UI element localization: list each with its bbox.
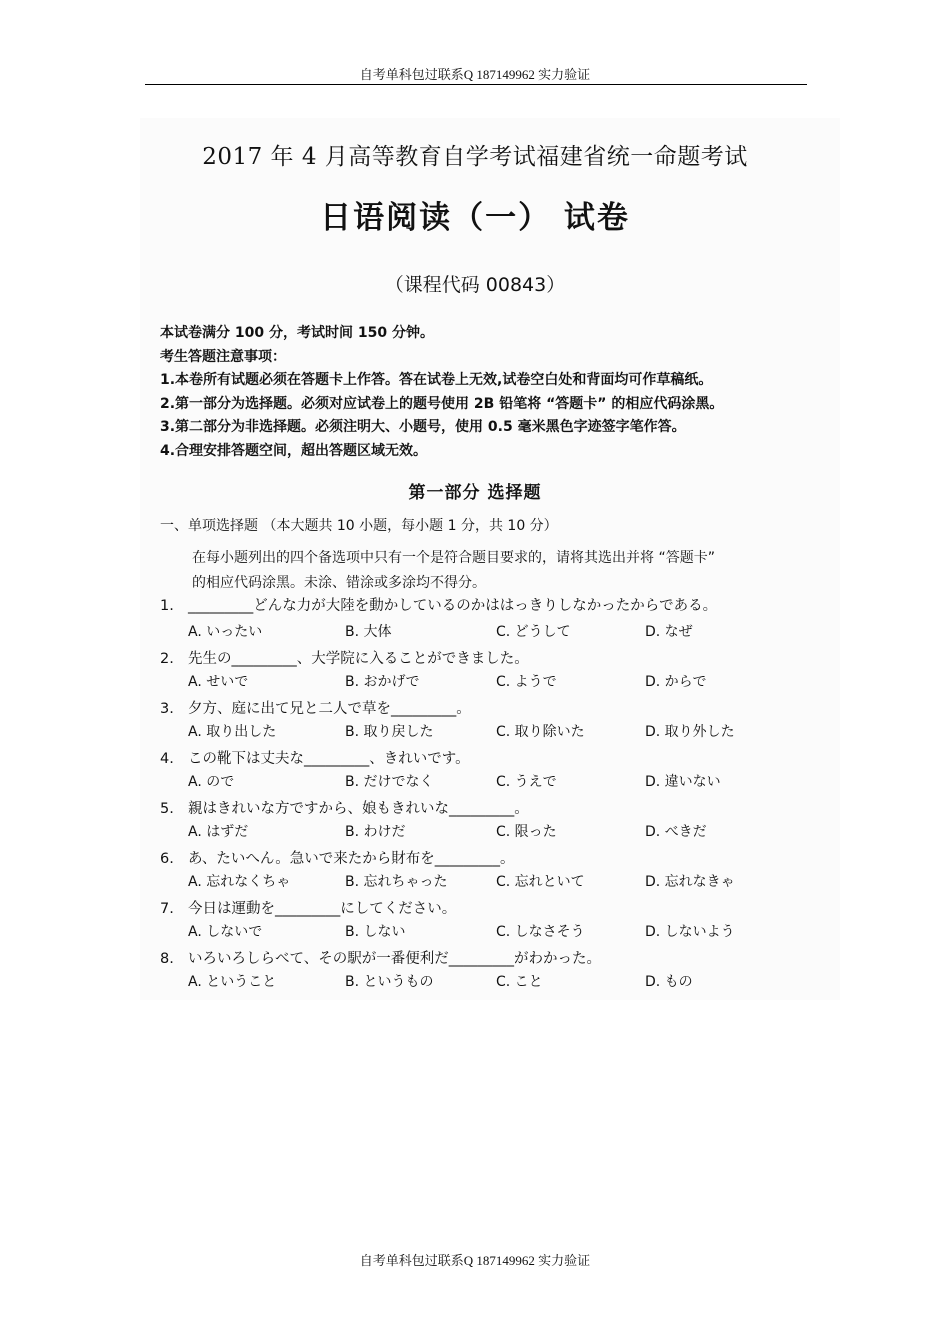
option-b: B. おかげで — [345, 674, 420, 690]
subject-title: 日语阅读（一） 试卷 — [320, 200, 630, 236]
question-stem — [160, 897, 456, 918]
question-text: 夕方、庭に出て兄と二人で草を_________。 — [188, 701, 471, 717]
option-a: A. せいで — [188, 674, 249, 690]
question-number: 3. — [160, 701, 174, 717]
option-a: A. いったい — [188, 624, 263, 640]
option-b: B. 忘れちゃった — [345, 874, 448, 890]
option-d: D. からで — [645, 674, 707, 690]
option-a: A. はずだ — [188, 824, 249, 840]
option-d: D. 取り外した — [645, 724, 735, 740]
note-line: 本试卷满分 100 分，考试时间 150 分钟。 — [160, 325, 434, 341]
option-c: C. どうして — [496, 624, 571, 640]
question-text: 親はきれいな方ですから、娘もきれいな_________。 — [188, 801, 529, 817]
question-number: 8. — [160, 951, 174, 967]
option-c: C. 限った — [496, 824, 557, 840]
question-text: あ、たいへん。急いで来たから財布を_________。 — [188, 851, 515, 867]
question-stem — [160, 594, 717, 615]
option-c: C. 忘れといて — [496, 874, 585, 890]
option-d: D. べきだ — [645, 824, 707, 840]
option-b: B. しない — [345, 924, 406, 940]
option-d: D. 違いない — [645, 774, 721, 790]
option-a: A. ので — [188, 774, 235, 790]
header-rule — [145, 84, 807, 85]
question-text: いろいろしらべて、その駅が一番便利だ_________がわかった。 — [188, 951, 601, 967]
question-stem — [160, 797, 529, 818]
exam-notes — [160, 322, 840, 463]
option-a: A. 忘れなくちゃ — [188, 874, 291, 890]
note-line: 3.第二部分为非选择题。必须注明大、小题号，使用 0.5 毫米黑色字迹签字笔作答。 — [160, 419, 686, 435]
option-c: C. 取り除いた — [496, 724, 585, 740]
question-text: この靴下は丈夫な_________、きれいです。 — [188, 751, 470, 767]
option-a: A. しないで — [188, 924, 263, 940]
option-b: B. というもの — [345, 974, 434, 990]
section-instruction: 在每小题列出的四个备选项中只有一个是符合题目要求的，请将其选出并将 “答题卡” — [192, 550, 715, 566]
option-b: B. わけだ — [345, 824, 406, 840]
question-stem — [160, 697, 471, 718]
option-a: A. ということ — [188, 974, 277, 990]
question-stem — [160, 947, 601, 968]
option-d: D. しないよう — [645, 924, 735, 940]
page-header: 自考单科包过联系Q 187149962 实力验证 — [359, 67, 591, 82]
question-number: 2. — [160, 651, 174, 667]
section-instruction: 的相应代码涂黑。未涂、错涂或多涂均不得分。 — [192, 575, 486, 591]
option-b: B. 大体 — [345, 624, 392, 640]
question-number: 7. — [160, 901, 174, 917]
option-d: D. なぜ — [645, 624, 693, 640]
option-a: A. 取り出した — [188, 724, 277, 740]
option-d: D. 忘れなきゃ — [645, 874, 735, 890]
option-b: B. だけでなく — [345, 774, 434, 790]
question-stem — [160, 647, 529, 668]
note-line: 4.合理安排答题空间，超出答题区域无效。 — [160, 442, 428, 459]
question-text: _________どんな力が大陸を動かしているのかははっきりしなかったからである。 — [188, 598, 718, 614]
question-number: 6. — [160, 851, 174, 867]
option-c: C. ようで — [496, 674, 557, 690]
option-d: D. もの — [645, 974, 693, 990]
question-number: 5. — [160, 801, 174, 817]
question-number: 4. — [160, 751, 174, 767]
question-text: 今日は運動を_________にしてください。 — [188, 901, 457, 917]
question-number: 1. — [160, 598, 174, 614]
course-code: （课程代码 00843） — [384, 274, 566, 296]
note-line: 考生答题注意事项： — [160, 348, 286, 365]
option-b: B. 取り戻した — [345, 724, 434, 740]
option-c: C. うえで — [496, 774, 557, 790]
question-stem — [160, 847, 515, 868]
question-stem — [160, 747, 470, 768]
page-footer: 自考单科包过联系Q 187149962 实力验证 — [359, 1253, 591, 1268]
part-title: 第一部分 选择题 — [408, 483, 542, 503]
option-c: C. こと — [496, 974, 543, 990]
question-text: 先生の_________、大学院に入ることができました。 — [188, 651, 529, 667]
note-line: 1.本卷所有试题必须在答题卡上作答。答在试卷上无效,试卷空白处和背面均可作草稿纸。 — [160, 372, 713, 388]
exam-title: 2017 年 4 月高等教育自学考试福建省统一命题考试 — [202, 144, 748, 170]
note-line: 2.第一部分为选择题。必须对应试卷上的题号使用 2B 铅笔将 “答题卡” 的相应代码涂黑。 — [160, 395, 724, 412]
section-heading: 一、单项选择题 （本大题共 10 小题，每小题 1 分，共 10 分） — [160, 518, 558, 534]
option-c: C. しなさそう — [496, 924, 585, 940]
